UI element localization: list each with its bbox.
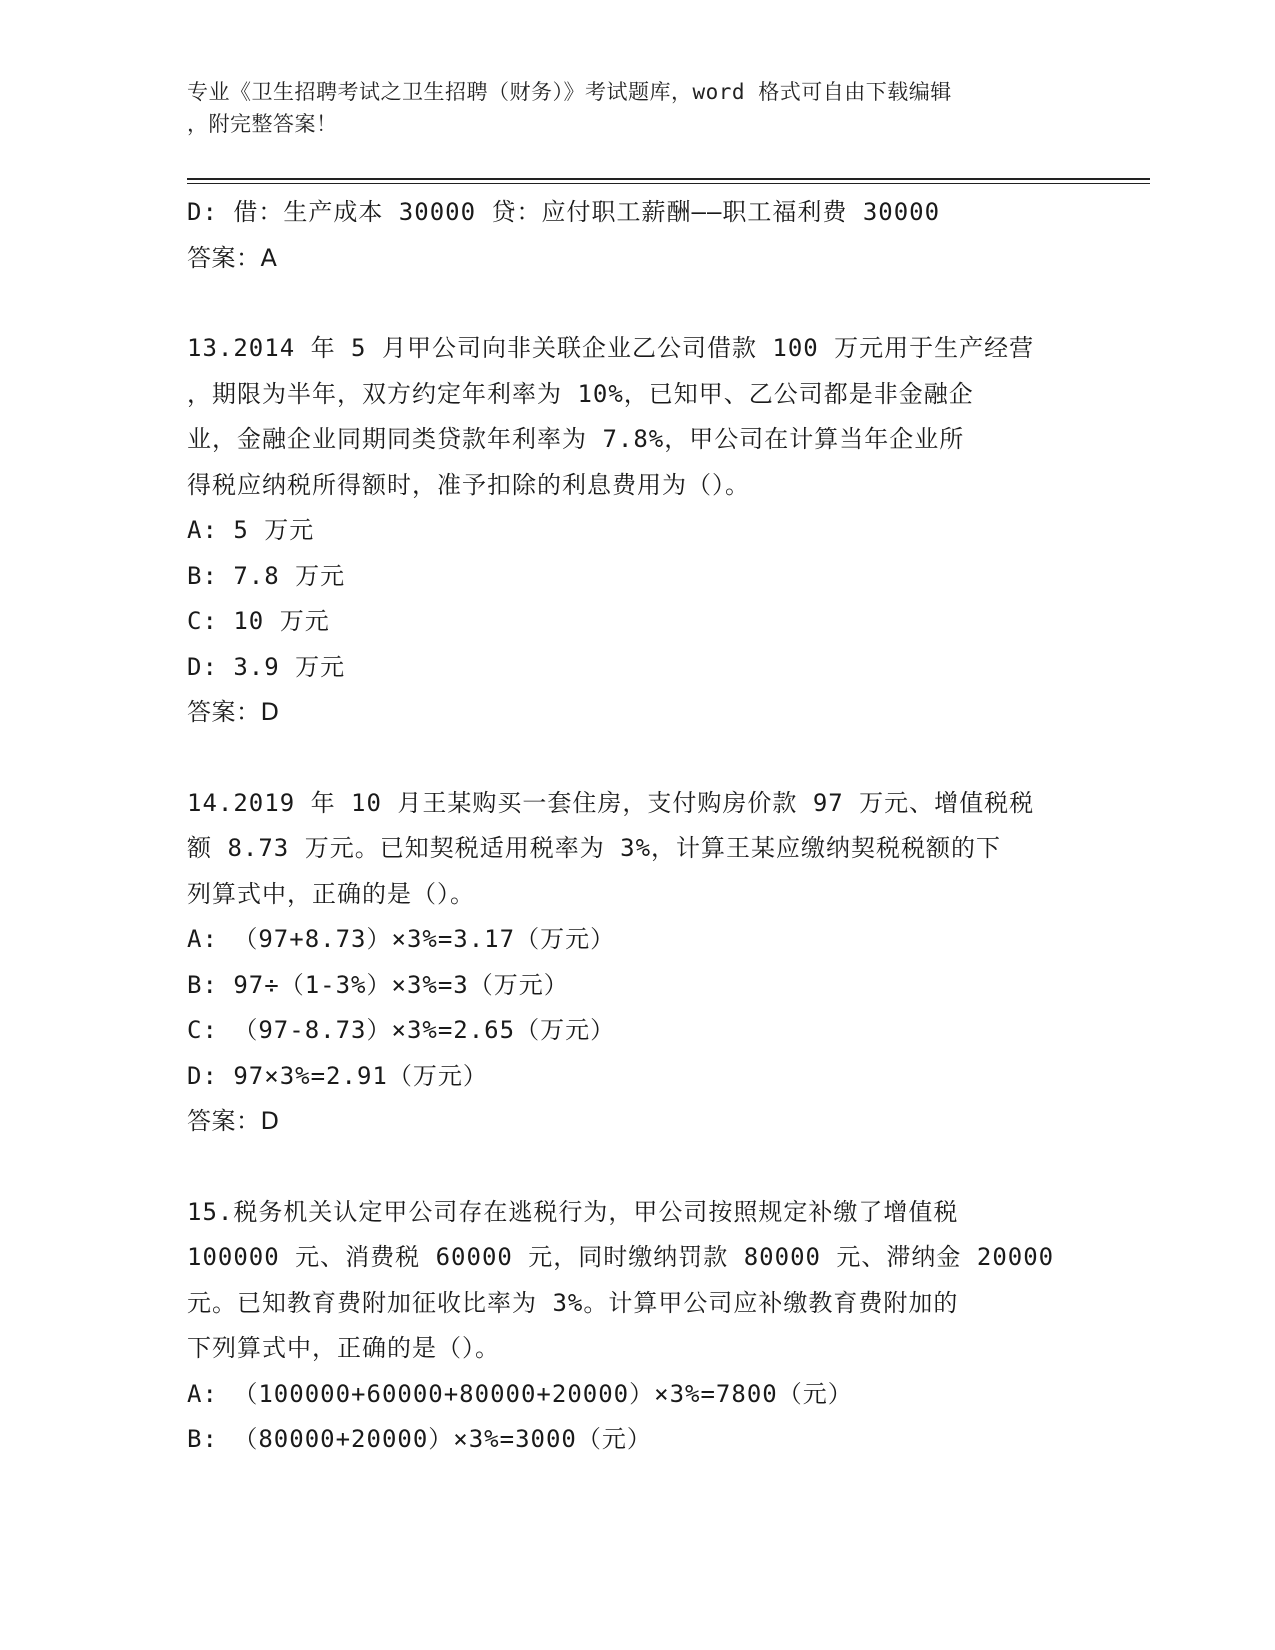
answer-line: 答案：D (187, 698, 280, 726)
option-b: B: 97÷（1-3%）×3%=3（万元） (187, 970, 569, 999)
option-d: D: 借：生产成本 30000 贷：应付职工薪酬——职工福利费 30000 (187, 198, 941, 226)
question-stem-line: 13.2014 年 5 月甲公司向非关联企业乙公司借款 100 万元用于生产经营 (187, 334, 1035, 362)
question-stem-line: 列算式中，正确的是（）。 (187, 879, 475, 908)
option-b: B: （80000+20000）×3%=3000（元） (187, 1425, 652, 1453)
question-stem-line: ，期限为半年，双方约定年利率为 10%，已知甲、乙公司都是非金融企 (187, 379, 974, 408)
option-a: A: （97+8.73）×3%=3.17（万元） (187, 925, 616, 953)
answer-line: 答案：A (187, 243, 278, 272)
question-stem-line: 100000 元、消费税 60000 元，同时缴纳罚款 80000 元、滞纳金 20000 (187, 1243, 1055, 1271)
header-divider-thick (187, 178, 1150, 180)
question-stem-line: 元。已知教育费附加征收比率为 3%。计算甲公司应补缴教育费附加的 (187, 1288, 959, 1317)
option-d: D: 97×3%=2.91（万元） (187, 1061, 488, 1090)
question-stem-line: 15.税务机关认定甲公司存在逃税行为，甲公司按照规定补缴了增值税 (187, 1197, 959, 1226)
question-stem-line: 额 8.73 万元。已知契税适用税率为 3%，计算王某应缴纳契税税额的下 (187, 834, 1002, 862)
answer-line: 答案：D (187, 1107, 280, 1135)
question-stem-line: 14.2019 年 10 月王某购买一套住房，支付购房价款 97 万元、增值税税 (187, 788, 1035, 817)
question-13 (187, 326, 1087, 736)
question-stem-line: 业，金融企业同期同类贷款年利率为 7.8%，甲公司在计算当年企业所 (187, 425, 965, 453)
question-stem-line: 得税应纳税所得额时，准予扣除的利息费用为（）。 (187, 470, 750, 499)
header-line-1: 专业《卫生招聘考试之卫生招聘（财务）》考试题库，word 格式可自由下载编辑 (187, 80, 952, 104)
question-12-tail (187, 190, 1087, 281)
option-a: A: 5 万元 (187, 516, 315, 544)
question-14 (187, 781, 1087, 1145)
header-line-2: ，附完整答案！ (187, 112, 338, 136)
question-15 (187, 1190, 1087, 1463)
option-b: B: 7.8 万元 (187, 561, 346, 590)
option-d: D: 3.9 万元 (187, 652, 346, 681)
header-divider-thin (187, 183, 1150, 184)
question-stem-line: 下列算式中，正确的是（）。 (187, 1334, 500, 1362)
page-header (187, 76, 1087, 140)
option-c: C: 10 万元 (187, 607, 330, 635)
option-a: A: （100000+60000+80000+20000）×3%=7800（元） (187, 1379, 853, 1408)
document-body (187, 190, 1087, 1463)
option-c: C: （97-8.73）×3%=2.65（万元） (187, 1016, 616, 1044)
